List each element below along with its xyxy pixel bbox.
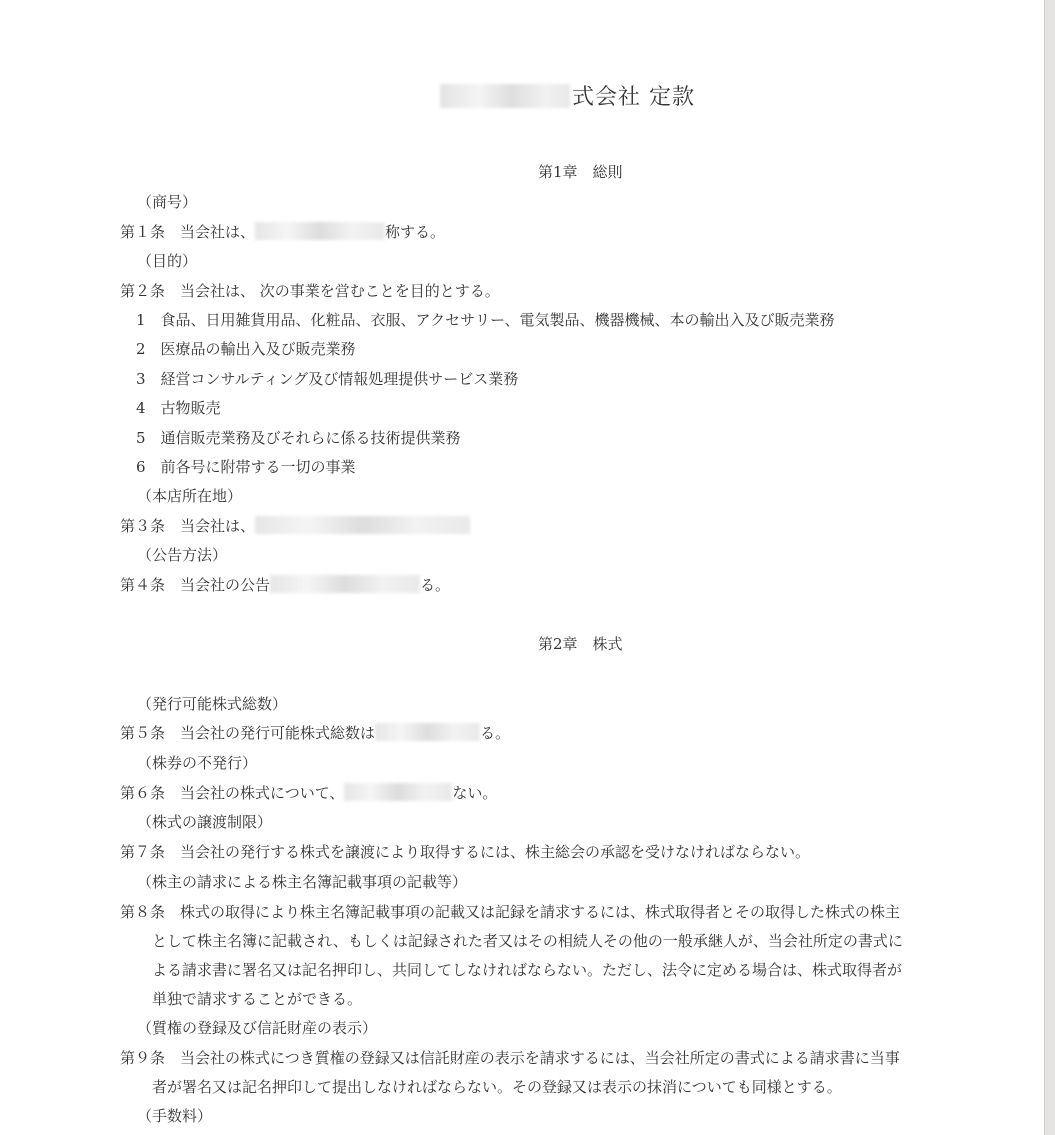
article-9-line-1: 第９条 当会社の株式につき質権の登録又は信託財産の表示を請求するには、当会社所定の書式による請求書に当事 <box>120 1049 900 1067</box>
article-8-heading: （株主の請求による株主名簿記載事項の記載等） <box>137 873 468 891</box>
purpose-item-3: 3 経営コンサルティング及び情報処理提供サービス業務 <box>136 370 519 388</box>
article-2-heading: （目的） <box>137 252 198 270</box>
document-title <box>440 80 695 111</box>
title-text: 式会社 定款 <box>572 85 695 110</box>
chapter-2-heading: 第2章 株式 <box>538 635 623 653</box>
article-4-text: 第４条 当会社の公告 <box>120 576 271 594</box>
article-9-heading: （質権の登録及び信託財産の表示） <box>137 1019 378 1037</box>
article-6 <box>120 783 497 803</box>
article-6-heading: （株券の不発行） <box>137 754 258 772</box>
redacted-text <box>270 575 420 593</box>
redacted-text <box>255 516 470 534</box>
article-5-text-end: る。 <box>480 724 511 742</box>
redacted-text <box>375 723 480 741</box>
article-1 <box>120 222 445 242</box>
article-3-text: 第３条 当会社は、 <box>120 517 256 535</box>
purpose-item-4: 4 古物販売 <box>136 399 221 417</box>
article-9-line-2: 者が署名又は記名押印して提出しなければならない。その登録又は表示の抹消についても同様とする。 <box>152 1078 842 1096</box>
redacted-text <box>344 783 452 801</box>
article-10-heading: （手数料） <box>137 1107 213 1125</box>
article-3-heading: （本店所在地） <box>137 487 243 505</box>
article-8-line-1: 第８条 株式の取得により株主名簿記載事項の記載又は記録を請求するには、株式取得者とその取得した株式の株主 <box>120 903 901 921</box>
article-6-text-end: ない。 <box>452 784 498 802</box>
article-5-heading: （発行可能株式総数） <box>137 695 288 713</box>
article-1-heading: （商号） <box>137 193 198 211</box>
purpose-item-6: 6 前各号に附帯する一切の事業 <box>136 458 356 476</box>
article-8-line-4: 単独で請求することができる。 <box>152 990 363 1008</box>
article-8-line-3: よる請求書に署名又は記名押印し、共同してしなければならない。ただし、法令に定める場合は、株式取得者が <box>152 961 903 979</box>
article-4-text-end: る。 <box>420 576 451 594</box>
article-5 <box>120 723 510 743</box>
purpose-item-2: 2 医療品の輸出入及び販売業務 <box>136 340 356 358</box>
purpose-item-5: 5 通信販売業務及びそれらに係る技術提供業務 <box>136 429 461 447</box>
article-1-text: 第１条 当会社は、 <box>120 223 256 241</box>
article-2: 第２条 当会社は、 次の事業を営むことを目的とする。 <box>120 282 500 300</box>
article-7: 第７条 当会社の発行する株式を譲渡により取得するには、株主総会の承認を受けなければならない。 <box>120 843 811 861</box>
article-7-heading: （株式の譲渡制限） <box>137 813 273 831</box>
article-5-text: 第５条 当会社の発行可能株式総数は <box>120 724 376 742</box>
purpose-item-1: 1 食品、日用雑貨用品、化粧品、衣服、アクセサリー、電気製品、機器機械、本の輸出入及び販売業務 <box>136 311 835 329</box>
chapter-1-heading: 第1章 総則 <box>538 163 623 181</box>
article-6-text: 第６条 当会社の株式について、 <box>120 784 345 802</box>
article-8-line-2: として株主名簿に記載され、もしくは記録された者又はその相続人その他の一般承継人が、当会社所定の書式に <box>152 932 903 950</box>
article-3 <box>120 516 470 536</box>
article-4 <box>120 575 450 595</box>
article-4-heading: （公告方法） <box>137 546 228 564</box>
redacted-text <box>255 222 385 240</box>
redacted-company-name <box>440 84 570 108</box>
viewer-edge <box>1044 0 1055 1135</box>
article-1-text-end: 称する。 <box>385 223 446 241</box>
